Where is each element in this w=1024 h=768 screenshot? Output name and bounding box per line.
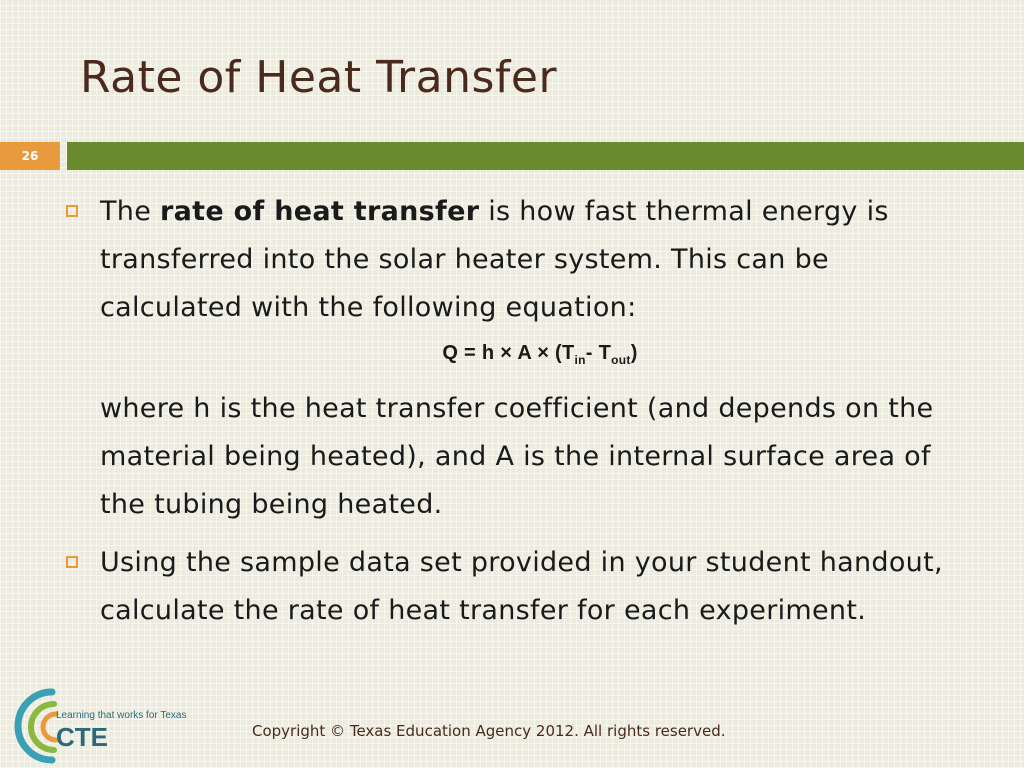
equation-sub-in: in [574, 353, 586, 367]
bullet-square-icon [66, 556, 78, 568]
logo-tagline: Learning that works for Texas [56, 710, 187, 721]
bullet-text-post: is how fast thermal energy is transferred into the solar heater system. This can be calculated with the following equation: [100, 196, 889, 323]
footer-copyright: Copyright © Texas Education Agency 2012. All rights reserved. [252, 722, 726, 740]
bullet-text-bold: rate of heat transfer [160, 196, 480, 227]
equation-mid: - T [585, 342, 612, 364]
bullet-square-icon [66, 205, 78, 217]
bullet-item [60, 188, 980, 332]
slide-number: 26 [0, 142, 60, 170]
header-divider-bar [67, 142, 1024, 170]
slide-content [60, 188, 980, 635]
equation-sub-out: out [611, 353, 631, 367]
equation-main: Q = h × A × (T [442, 342, 575, 364]
logo-name: CTE [56, 722, 108, 752]
bullet-text: Using the sample data set provided in your student handout, calculate the rate of heat transfer for each experiment. [100, 547, 943, 626]
equation [100, 336, 980, 377]
cte-logo-icon [8, 684, 208, 764]
bullet-item [60, 539, 980, 635]
equation-explanation: where h is the heat transfer coefficient (and depends on the material being heated), and A is the internal surface area of the tubing being heated. [100, 393, 934, 520]
equation-end: ) [630, 342, 638, 364]
bullet-text-pre: The [100, 196, 160, 227]
slide-title: Rate of Heat Transfer [80, 52, 558, 103]
